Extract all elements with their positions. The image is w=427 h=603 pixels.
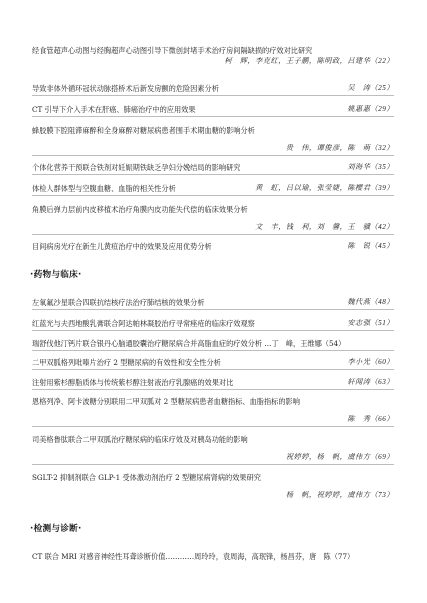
toc-entry-title: 目间病房光疗在新生儿黄疸治疗中的效果及应用优势分析 [32, 242, 212, 251]
toc-entry[interactable] [32, 204, 394, 233]
toc-entry-title: 导致非体外循环冠状动脉搭桥术后新发房颤的危险因素分析 [32, 84, 219, 93]
toc-entry[interactable] [32, 357, 394, 368]
toc-entry-author: 黄 虹，吕以瑜，张莹婕，陈樱君（39） [255, 184, 394, 192]
entry-divider [32, 426, 394, 427]
entry-divider [32, 234, 394, 235]
toc-entry[interactable] [32, 377, 394, 388]
section-heading-drugs-clinical: ·药物与临床· [30, 270, 82, 280]
entry-divider [32, 464, 394, 465]
entry-divider [32, 389, 394, 390]
toc-entry-author: 魏代燕（48） [347, 298, 394, 306]
toc-entry-title: 个体化营养干预联合铁剂对妊娠期铁缺乏孕妇分娩结局的影响研究 [32, 163, 241, 172]
toc-entry[interactable] [32, 162, 394, 173]
toc-entry-title: 角膜后弹力层前内皮移植术治疗角膜内皮功能失代偿的临床效果分析 [32, 205, 248, 214]
entry-divider [32, 116, 394, 117]
toc-entry-title: CT 引导下介入手术在肝癌、肺癌治疗中的应用效果 [32, 105, 196, 114]
toc-entry-title: 二甲双胍格列吡嗪片治疗 2 型糖尿病的有效性和安全性分析 [32, 358, 221, 367]
toc-entry[interactable] [32, 297, 394, 308]
toc-entry-author: 柯 辉，李克红，王子鹏，陈明政，吕建华（22） [224, 57, 394, 65]
toc-entry[interactable] [32, 104, 394, 115]
toc-entry[interactable] [32, 318, 394, 329]
toc-entry-title: 恩格列净、阿卡波糖分别联用二甲双胍对 2 型糖尿病患者血糖指标、血脂指标的影响 [32, 397, 300, 406]
toc-entry[interactable] [32, 45, 394, 67]
entry-divider [32, 369, 394, 370]
toc-entry-title: 左氧氟沙星联合四联抗结核疗法治疗肺结核的效果分析 [32, 298, 205, 307]
toc-entry-author: 李小光（60） [347, 358, 394, 366]
entry-divider [32, 309, 394, 310]
entry-divider [32, 155, 394, 156]
toc-entry[interactable] [32, 83, 394, 94]
toc-entry[interactable] [32, 551, 394, 562]
toc-entry-title: 司美格鲁肽联合二甲双胍治疗糖尿病的临床疗效及对胰岛功能的影响 [32, 435, 248, 444]
entry-divider [32, 195, 394, 196]
toc-entry[interactable] [32, 338, 394, 349]
entry-divider [32, 350, 394, 351]
toc-entry[interactable] [32, 125, 394, 154]
toc-entry[interactable] [32, 472, 394, 501]
toc-entry-title: CT 联合 MRI 对感音神经性耳聋诊断价值…………周玲玲，袁周海，高珉锋，杨昌芬，唐 陈（77） [32, 552, 355, 561]
toc-entry-author: 祝婷婷，杨 帆，虞伟方（69） [285, 453, 394, 461]
toc-entry-author: 刘海华（35） [347, 163, 394, 171]
toc-entry-author: 吴 涛（25） [347, 84, 394, 92]
toc-entry-title: 体检人群体型与空腹血糖、血脂的相关性分析 [32, 184, 176, 193]
toc-entry-title: 瑞舒伐他汀钙片联合银丹心脑通胶囊治疗糖尿病合并高脂血症的疗效分析 …丁 峰，王维娜（54） [32, 339, 346, 348]
entry-divider [32, 174, 394, 175]
toc-entry-title: 经食管超声心动图与经胸超声心动图引导下微创封堵手术治疗房间隔缺损的疗效对比研究 [32, 46, 313, 55]
toc-entry-title: SGLT-2 抑制剂联合 GLP-1 受体激动剂治疗 2 型糖尿病肾病的效果研究 [32, 473, 261, 482]
toc-entry[interactable] [32, 434, 394, 463]
toc-entry-author: 姚惠惠（29） [347, 105, 394, 113]
toc-entry-title: 注射用紫杉醇脂质体与传统紫杉醇注射液治疗乳腺癌的效果对比 [32, 378, 234, 387]
toc-entry[interactable] [32, 396, 394, 425]
toc-entry-author: 文 丰，钱 利，刘 馨，王 骥（42） [255, 223, 394, 231]
entry-divider [32, 330, 394, 331]
toc-entry[interactable] [32, 241, 394, 252]
toc-entry-author: 陈 锐（45） [347, 242, 394, 250]
toc-entry-title: 蜂胶膜下腔阻滞麻醉和全身麻醉对糖尿病患者围手术期血糖的影响分析 [32, 126, 255, 135]
toc-entry-author: 轩闻涛（63） [347, 378, 394, 386]
toc-entry-author: 杨 帆，祝婷婷，虞伟方（73） [285, 491, 394, 499]
toc-entry-author: 安志强（51） [347, 319, 394, 327]
toc-entry-author: 贵 伟，谭俊彦，陈 萌（32） [285, 144, 394, 152]
entry-divider [32, 95, 394, 96]
toc-entry-author: 陈 秀（66） [347, 415, 394, 423]
section-heading-testing-diagnosis: ·检测与诊断· [30, 524, 82, 534]
toc-entry-title: 红蓝光与夫西地酸乳膏联合阿达帕林凝胶治疗寻常痤疮的临床疗效观察 [32, 319, 255, 328]
toc-entry[interactable] [32, 183, 394, 194]
